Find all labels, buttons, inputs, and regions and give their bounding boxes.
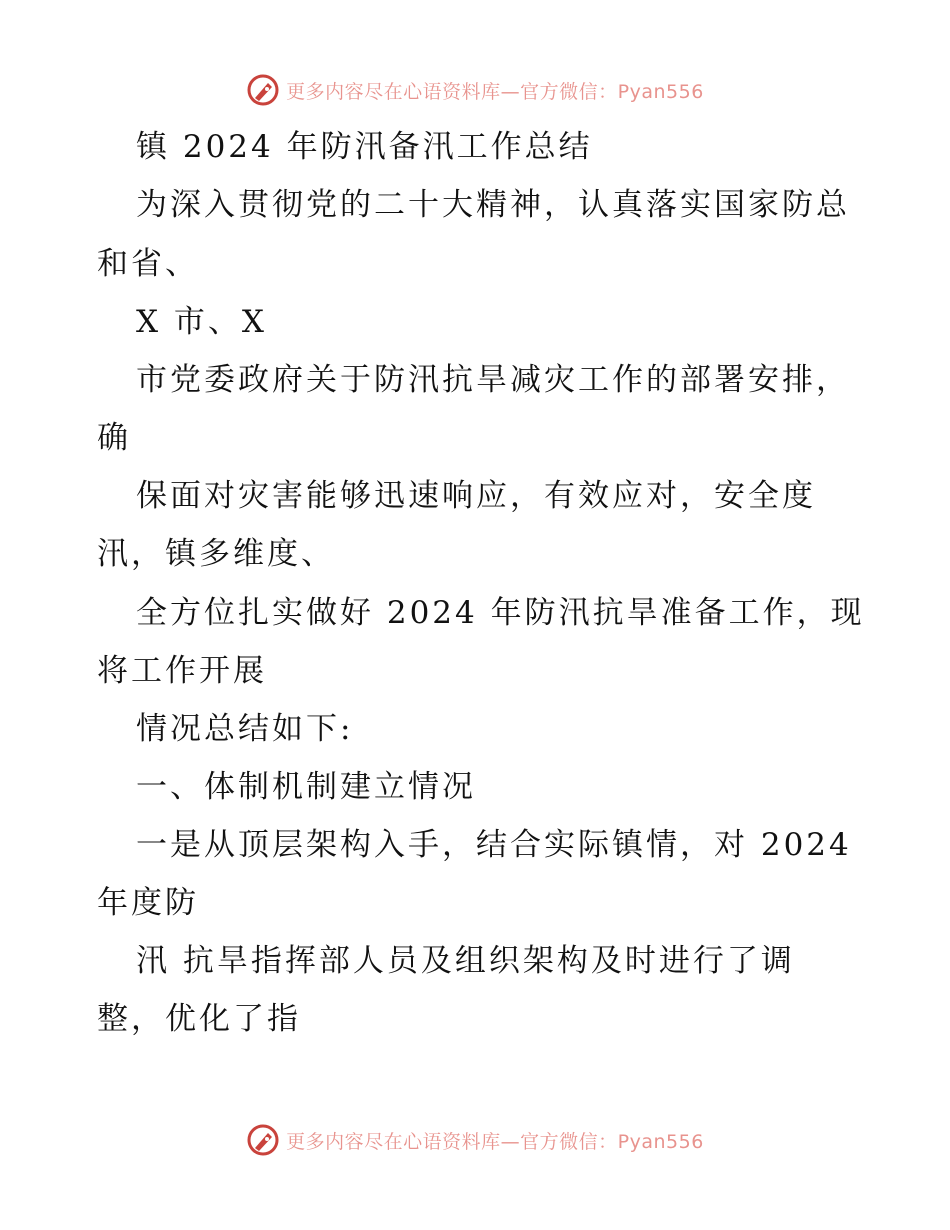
paragraph-line: X 市、X (136, 304, 267, 340)
watermark-text: 更多内容尽在心语资料库—官方微信：Pyan556 (286, 1130, 704, 1153)
section-heading: 一、体制机制建立情况 (136, 769, 476, 805)
paragraph-line: 将工作开展 (97, 653, 267, 689)
paragraph-line: 汛 抗旱指挥部人员及组织架构及时进行了调 (136, 943, 795, 979)
footer-watermark (0, 1120, 950, 1160)
paragraph-line: 确 (97, 420, 131, 456)
paragraph-line: 和省、 (97, 246, 199, 282)
paragraph-line: 市党委政府关于防汛抗旱减灾工作的部署安排， (136, 362, 850, 398)
pen-nib-circle-icon (246, 73, 280, 107)
paragraph-line: 全方位扎实做好 2024 年防汛抗旱准备工作，现 (136, 595, 865, 631)
paragraph-line: 情况总结如下: (136, 711, 354, 747)
pen-nib-circle-icon (246, 1123, 280, 1157)
paragraph-line: 年度防 (97, 885, 199, 921)
paragraph-line: 保面对灾害能够迅速响应，有效应对，安全度 (136, 478, 816, 514)
watermark-text: 更多内容尽在心语资料库—官方微信：Pyan556 (286, 80, 704, 103)
paragraph-line: 一是从顶层架构入手，结合实际镇情，对 2024 (136, 827, 852, 863)
paragraph-line: 汛，镇多维度、 (97, 536, 335, 572)
header-watermark (0, 70, 950, 110)
document-title: 镇 2024 年防汛备汛工作总结 (136, 129, 593, 165)
paragraph-line: 为深入贯彻党的二十大精神，认真落实国家防总 (136, 187, 850, 223)
paragraph-line: 整，优化了指 (97, 1001, 301, 1037)
